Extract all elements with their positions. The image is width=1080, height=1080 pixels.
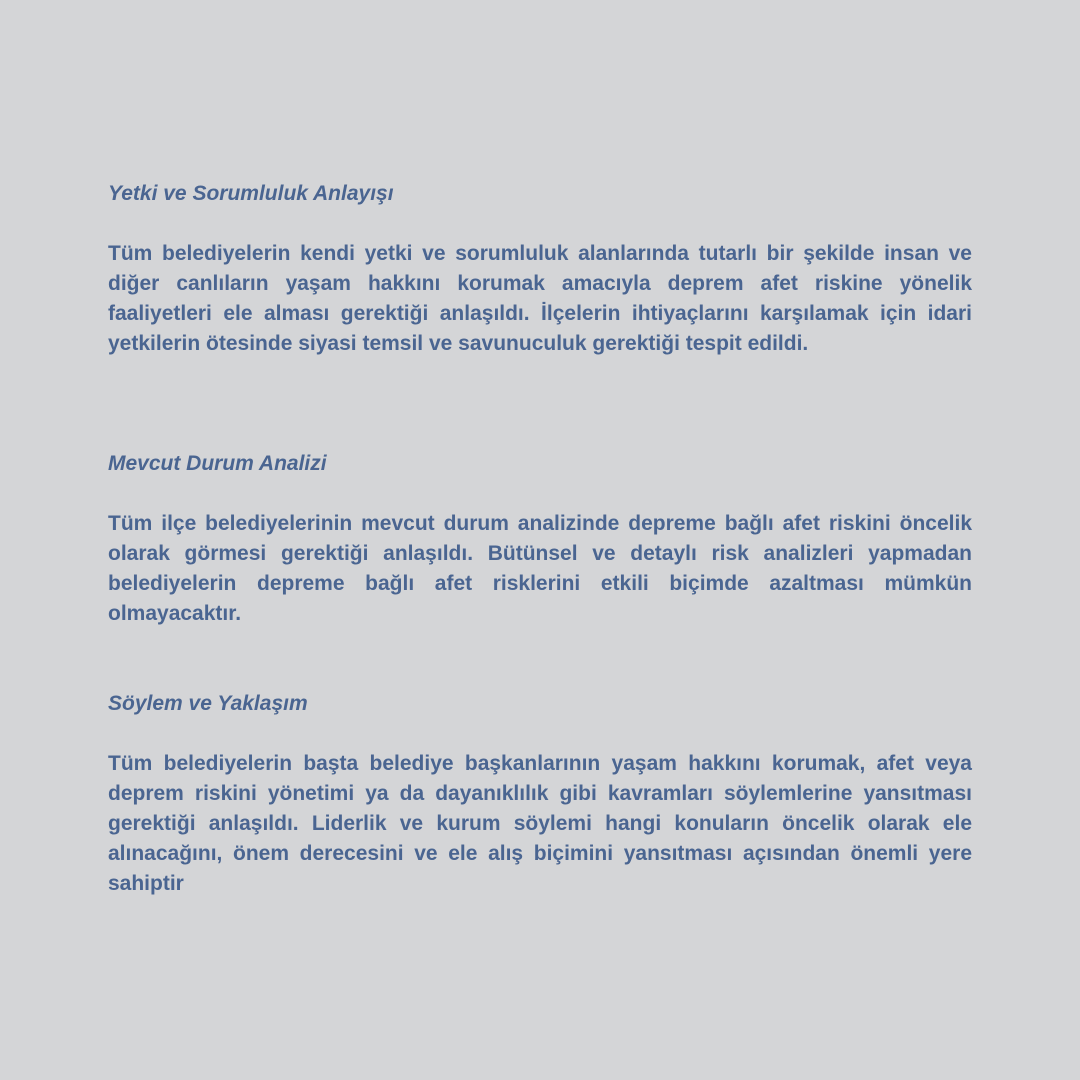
section-discourse-approach — [108, 689, 972, 899]
section-body: Tüm belediyelerin başta belediye başkanlarının yaşam hakkını korumak, afet veya deprem riskini yönetimi ya da dayanıklılık gibi kavramları söylemlerine yansıtması gerektiği anlaşıldı. Liderlik ve kurum söylemi hangi konuların öncelik olarak ele alınacağını, önem derecesini ve ele alış biçimini yansıtması açısından önemli yere sahiptir — [108, 752, 972, 895]
section-body: Tüm ilçe belediyelerinin mevcut durum analizinde depreme bağlı afet riskini öncelik olarak görmesi gerektiği anlaşıldı. Bütünsel ve detaylı risk analizleri yapmadan belediyelerin depreme bağlı afet risklerini etkili biçimde azaltması mümkün olmayacaktır. — [108, 512, 972, 625]
section-authority-responsibility — [108, 179, 972, 359]
section-body: Tüm belediyelerin kendi yetki ve sorumluluk alanlarında tutarlı bir şekilde insan ve diğer canlıların yaşam hakkını korumak amacıyla deprem afet riskine yönelik faaliyetleri ele alması gerektiği anlaşıldı. İlçelerin ihtiyaçlarını karşılamak için idari yetkilerin ötesinde siyasi temsil ve savunuculuk gerektiği tespit edildi. — [108, 242, 972, 355]
section-title: Mevcut Durum Analizi — [108, 452, 327, 475]
section-title: Söylem ve Yaklaşım — [108, 692, 308, 715]
section-title: Yetki ve Sorumluluk Anlayışı — [108, 182, 394, 205]
section-current-status-analysis — [108, 449, 972, 629]
